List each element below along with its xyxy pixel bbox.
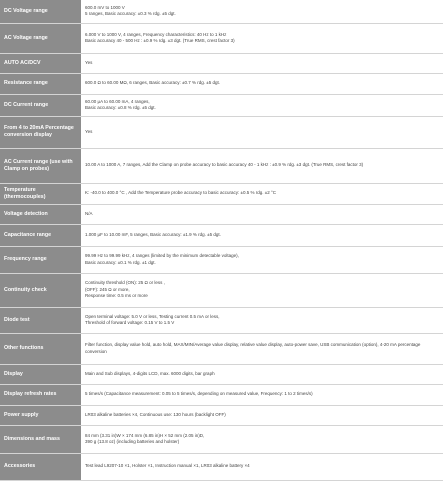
spec-value: [81, 307, 443, 333]
spec-value-line: 390 g (13.8 oz) (including batteries and holster): [85, 439, 180, 444]
spec-value-line: Basic accuracy 40 - 500 Hz : ±0.9 % rdg. ±3 dgt. (True RMS, crest factor 3): [85, 38, 235, 43]
table-row: [0, 273, 443, 307]
spec-value: [81, 333, 443, 364]
spec-value-line: 99.99 Hz to 99.99 kHz, 4 ranges (limited by the minimum detectable voltage),: [85, 253, 239, 259]
spec-value: [81, 94, 443, 116]
spec-value: [81, 224, 443, 246]
spec-value-line: Filter function, display value hold, auto hold, MAX/MIN/Average value display, relative value display, auto-power save, USB communication (option), 4-20 mA percentage conversion: [85, 342, 421, 354]
table-row: [0, 307, 443, 333]
spec-value: [81, 273, 443, 307]
table-row: [0, 246, 443, 273]
spec-value: [81, 148, 443, 183]
table-row: [0, 23, 443, 53]
table-row: [0, 73, 443, 94]
spec-label: Frequency range: [0, 246, 81, 273]
spec-value-line: Yes: [85, 59, 93, 65]
spec-label: AC Current range (use with Clamp on probes): [0, 148, 81, 183]
spec-label: Other functions: [0, 333, 81, 364]
table-row: [0, 0, 443, 23]
spec-value-line: 84 mm (3.31 in)W × 174 mm (6.85 in)H × 52 mm (2.05 in)D,: [85, 432, 205, 438]
spec-value-line: 10.00 A to 1000 A, 7 ranges, Add the Clamp on probe accuracy to basic accuracy 40 - 1 kHz : ±0.9 % rdg. ±3 dgt. (True RMS, crest factor 3): [85, 162, 364, 168]
spec-value-line: 1.000 μF to 10.00 mF, 5 ranges, Basic accuracy: ±1.9 % rdg. ±5 dgt.: [85, 231, 221, 237]
spec-value-line: Basic accuracy: ±0.8 % rdg. ±5 dgt.: [85, 105, 156, 110]
spec-value: [81, 183, 443, 204]
spec-value-line: Response time: 0.5 ms or more: [85, 293, 148, 299]
spec-value-line: Continuity threshold (ON): 25 Ω or less ,: [85, 280, 165, 286]
table-row: [0, 425, 443, 453]
spec-label: Dimensions and mass: [0, 425, 81, 453]
spec-value-line: 5 times/s (Capacitance measurement: 0.05 to 5 times/s, depending on measured value, Frequency: 1 to 2 times/s): [85, 391, 313, 397]
spec-label: Capacitance range: [0, 224, 81, 246]
spec-value: [81, 116, 443, 148]
spec-value: [81, 23, 443, 53]
table-row: [0, 453, 443, 480]
spec-value-line: Threshold of forward voltage: 0.15 V to 1.5 V: [85, 320, 175, 325]
spec-label: Display: [0, 364, 81, 384]
spec-value-line: N/A: [85, 210, 93, 216]
spec-value: [81, 405, 443, 425]
spec-value: [81, 384, 443, 405]
spec-value: [81, 364, 443, 384]
spec-label: Display refresh rates: [0, 384, 81, 405]
spec-label: Resistance range: [0, 73, 81, 94]
spec-value: [81, 53, 443, 73]
table-row: [0, 53, 443, 73]
spec-label: AUTO AC/DCV: [0, 53, 81, 73]
spec-label: DC Voltage range: [0, 0, 81, 23]
spec-value-line: 600.0 Ω to 60.00 MΩ, 6 ranges, Basic accuracy: ±0.7 % rdg. ±5 dgt.: [85, 80, 220, 86]
spec-value: [81, 0, 443, 23]
spec-value-line: Yes: [85, 128, 93, 134]
spec-label: Power supply: [0, 405, 81, 425]
spec-value-line: Main and Sub displays, 4-digits LCD, max. 6000 digits, bar graph: [85, 370, 215, 376]
table-row: [0, 333, 443, 364]
table-row: [0, 364, 443, 384]
table-row: [0, 384, 443, 405]
spec-value-line: 60.00 μA to 60.00 mA, 4 ranges,: [85, 98, 150, 104]
spec-value-line: 600.0 mV to 1000 V: [85, 4, 125, 10]
spec-value-line: Open terminal voltage: 5.0 V or less, Testing current 0.5 mA or less,: [85, 313, 220, 319]
table-row: [0, 183, 443, 204]
spec-value-line: (OFF): 245 Ω or more,: [85, 286, 130, 292]
spec-label: From 4 to 20mA Percentage conversion display: [0, 116, 81, 148]
spec-label: Voltage detection: [0, 204, 81, 224]
table-row: [0, 148, 443, 183]
spec-value: [81, 425, 443, 453]
spec-value-line: Basic accuracy: ±0.1 % rdg. ±1 dgt.: [85, 259, 156, 265]
table-row: [0, 204, 443, 224]
spec-value-line: 5 ranges, Basic accuracy: ±0.3 % rdg. ±5 dgt.: [85, 11, 176, 17]
spec-label: Diode test: [0, 307, 81, 333]
spec-value-line: 6.000 V to 1000 V, 4 ranges, Frequency characteristics: 40 Hz to 1 kHz: [85, 31, 227, 37]
spec-label: Accessories: [0, 453, 81, 480]
table-row: [0, 94, 443, 116]
spec-label: AC Voltage range: [0, 23, 81, 53]
spec-label: Continuity check: [0, 273, 81, 307]
spec-value: [81, 246, 443, 273]
table-row: [0, 116, 443, 148]
table-row: [0, 224, 443, 246]
spec-value: [81, 453, 443, 480]
spec-value: [81, 73, 443, 94]
spec-value-line: LR03 alkaline batteries ×4, Continuous use: 130 hours (backlight OFF): [85, 411, 226, 417]
spec-label: Temperature (thermocouples): [0, 183, 81, 204]
spec-value-line: Test lead L9207-10 ×1, Holster ×1, Instruction manual ×1, LR03 alkaline battery ×4: [85, 463, 250, 469]
spec-value: [81, 204, 443, 224]
table-row: [0, 405, 443, 425]
spec-value-line: K: -40.0 to 400.0 °C , Add the Temperature probe accuracy to basic accuracy: ±0.5 % rdg. ±2 °C: [85, 190, 277, 196]
spec-label: DC Current range: [0, 94, 81, 116]
